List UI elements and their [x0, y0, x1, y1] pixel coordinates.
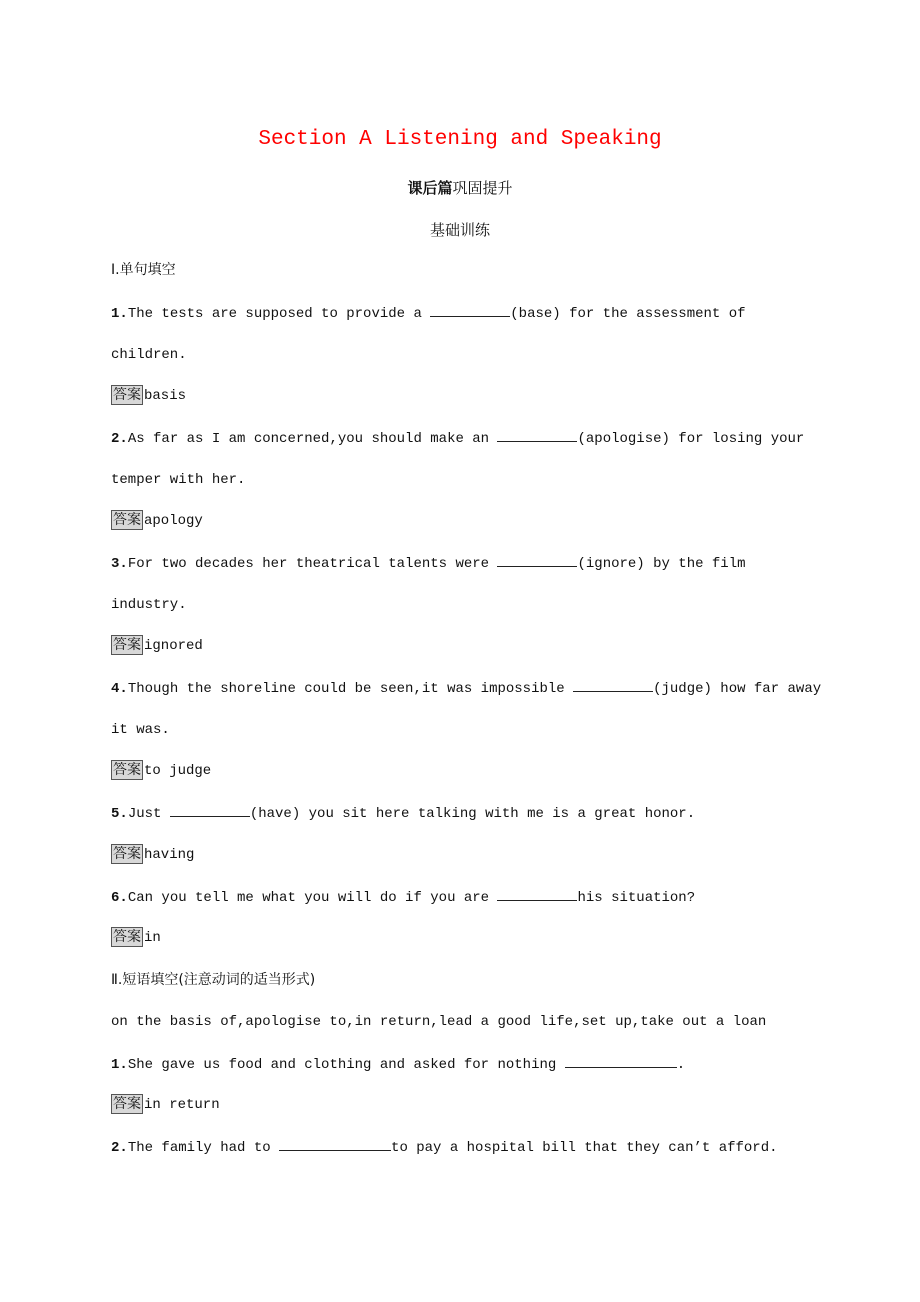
answer-text: ignored [144, 638, 203, 654]
answer-blank [279, 1136, 391, 1151]
question-number: 6. [111, 890, 128, 906]
question-6 [111, 886, 695, 909]
subtitle-rest: 巩固提升 [452, 179, 513, 197]
answer-badge: 答案 [113, 929, 141, 945]
phrase-question-2 [111, 1136, 778, 1159]
question-text: (ignore) by the film [577, 556, 746, 572]
question-text: (base) for the assessment of [510, 306, 746, 322]
answer-4 [111, 760, 211, 782]
question-number: 4. [111, 681, 128, 697]
answer-5 [111, 844, 194, 866]
phrase-question-1 [111, 1053, 685, 1076]
page-title: Section A Listening and Speaking [258, 128, 662, 151]
question-text: his situation? [577, 890, 696, 906]
answer-blank [497, 552, 577, 567]
answer-badge: 答案 [113, 846, 141, 862]
answer-1 [111, 385, 186, 407]
question-number: 1. [111, 306, 128, 322]
answer-blank [497, 427, 577, 442]
question-text: (judge) how far away [653, 681, 822, 697]
section1-heading: Ⅰ.单句填空 [111, 262, 176, 278]
question-number: 3. [111, 556, 128, 572]
question-text: For two decades her theatrical talents were [127, 556, 498, 572]
question-text: Can you tell me what you will do if you are [127, 890, 498, 906]
question-text: (apologise) for losing your [577, 431, 805, 447]
answer-6 [111, 927, 161, 949]
section2-heading: Ⅱ.短语填空(注意动词的适当形式) [111, 972, 316, 988]
answer-badge: 答案 [113, 1096, 141, 1112]
question-5 [111, 802, 695, 825]
question-number: 2. [111, 431, 128, 447]
question-2 [111, 427, 804, 450]
question-text: Though the shoreline could be seen,it was impossible [127, 681, 574, 697]
question-number: 1. [111, 1057, 128, 1073]
section-label: 基础训练 [429, 221, 490, 239]
answer-text: in return [144, 1097, 220, 1113]
answer-text: basis [144, 388, 187, 404]
question-text: She gave us food and clothing and asked for nothing [127, 1057, 565, 1073]
question-number: 2. [111, 1140, 128, 1156]
answer-text: having [144, 847, 195, 863]
question-text: . [676, 1057, 686, 1073]
answer-3 [111, 635, 203, 657]
answer-badge: 答案 [113, 512, 141, 528]
answer-blank [170, 802, 250, 817]
answer-text: in [144, 930, 161, 946]
question-text: The family had to [127, 1140, 280, 1156]
answer-2 [111, 510, 203, 532]
answer-badge: 答案 [113, 637, 141, 653]
question-number: 5. [111, 806, 128, 822]
question-3-cont: industry. [111, 597, 187, 613]
answer-blank [497, 886, 577, 901]
answer-text: to judge [144, 763, 212, 779]
question-2-cont: temper with her. [111, 472, 246, 488]
question-text: Just [127, 806, 170, 822]
question-4-cont: it was. [111, 722, 170, 738]
phrase-answer-1 [111, 1094, 220, 1116]
question-text: (have) you sit here talking with me is a great honor. [249, 806, 696, 822]
question-text: to pay a hospital bill that they can’t afford. [391, 1140, 778, 1156]
question-3 [111, 552, 746, 575]
question-4 [111, 677, 821, 700]
answer-badge: 答案 [113, 387, 141, 403]
answer-text: apology [144, 513, 203, 529]
answer-blank [565, 1053, 677, 1068]
answer-blank [430, 302, 510, 317]
question-text: The tests are supposed to provide a [127, 306, 431, 322]
phrase-bank: on the basis of,apologise to,in return,lead a good life,set up,take out a loan [111, 1014, 767, 1030]
answer-badge: 答案 [113, 762, 141, 778]
question-1 [111, 302, 746, 325]
question-text: As far as I am concerned,you should make an [127, 431, 498, 447]
question-1-cont: children. [111, 347, 187, 363]
subtitle-bold: 课后篇 [407, 179, 453, 197]
page-subtitle [0, 176, 920, 200]
answer-blank [573, 677, 653, 692]
